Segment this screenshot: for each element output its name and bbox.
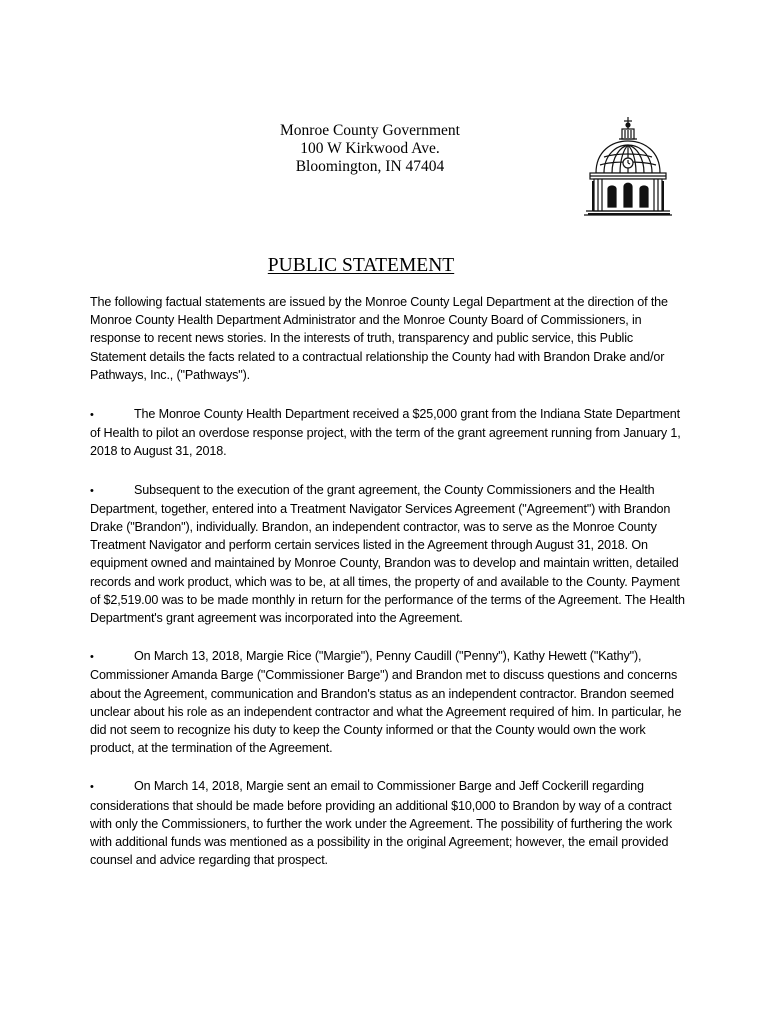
bullet-marker: • xyxy=(90,409,94,422)
bullet-text: Subsequent to the execution of the grant agreement, the County Commissioners and the Health Department, together, entered into a Treatment Navigator Services Agreement ("Agreement") with Brandon Drake ("Brandon"), individually. Brandon, an independent contractor, was to serve as the Monroe County Treatment Navigator and perform certain services listed in the Agreement through August 31, 2018. On equipment owned and maintained by Monroe County, Brandon was to develop and maintain written, detailed records and work product, which was to be, at all times, the property of and available to the County. Payment of $2,519.00 was to be made monthly in return for the performance of the terms of the Agreement. The Health Department's grant agreement was incorporated into the Agreement. xyxy=(90,482,685,626)
courthouse-dome-icon xyxy=(582,115,672,221)
intro-paragraph: The following factual statements are issued by the Monroe County Legal Department at the direction of the Monroe County Health Department Administrator and the Monroe County Board of Commissioners, in response to recent news stories. In the interests of truth, transparency and public service, this Public Statement details the facts related to a contractual relationship the County had with Brandon Drake and/or Pathways, Inc., ("Pathways"). xyxy=(90,295,668,382)
letterhead-org: Monroe County Government xyxy=(280,122,460,139)
bullet-marker: • xyxy=(90,781,94,794)
bullet-paragraph xyxy=(90,777,690,869)
letterhead-street: 100 W Kirkwood Ave. xyxy=(300,140,440,157)
bullet-text: On March 14, 2018, Margie sent an email to Commissioner Barge and Jeff Cockerill regarding considerations that should be made before providing an additional $10,000 to Brandon by way of a contract with only the Commissioners, to further the work under the Agreement. The possibility of furthering the work with additional funds was mentioned as a possibility in the original Agreement; however, the email provided counsel and advice regarding that prospect. xyxy=(90,779,673,868)
page-title: PUBLIC STATEMENT xyxy=(267,255,455,276)
statement-body xyxy=(90,293,690,889)
letterhead xyxy=(200,122,540,176)
letterhead-city: Bloomington, IN 47404 xyxy=(295,158,445,175)
bullet-text: On March 13, 2018, Margie Rice ("Margie"), Penny Caudill ("Penny"), Kathy Hewett ("Kathy"), Commissioner Amanda Barge ("Commissioner Barge") and Brandon met to discuss questions and concerns about the Agreement, communication and Brandon's status as an independent contractor. Brandon seemed unclear about his role as an independent contractor and what the Agreement required of him. In particular, he did not seem to recognize his duty to keep the County informed or that the County would own the work product, at the termination of the Agreement. xyxy=(90,649,682,756)
bullet-text: The Monroe County Health Department received a $25,000 grant from the Indiana State Department of Health to pilot an overdose response project, with the term of the grant agreement running from January 1, 2018 to August 31, 2018. xyxy=(90,407,681,459)
bullet-paragraph xyxy=(90,647,690,757)
bullet-paragraph xyxy=(90,405,690,461)
bullet-marker: • xyxy=(90,484,94,497)
bullet-paragraph xyxy=(90,481,690,628)
bullet-marker: • xyxy=(90,651,94,664)
